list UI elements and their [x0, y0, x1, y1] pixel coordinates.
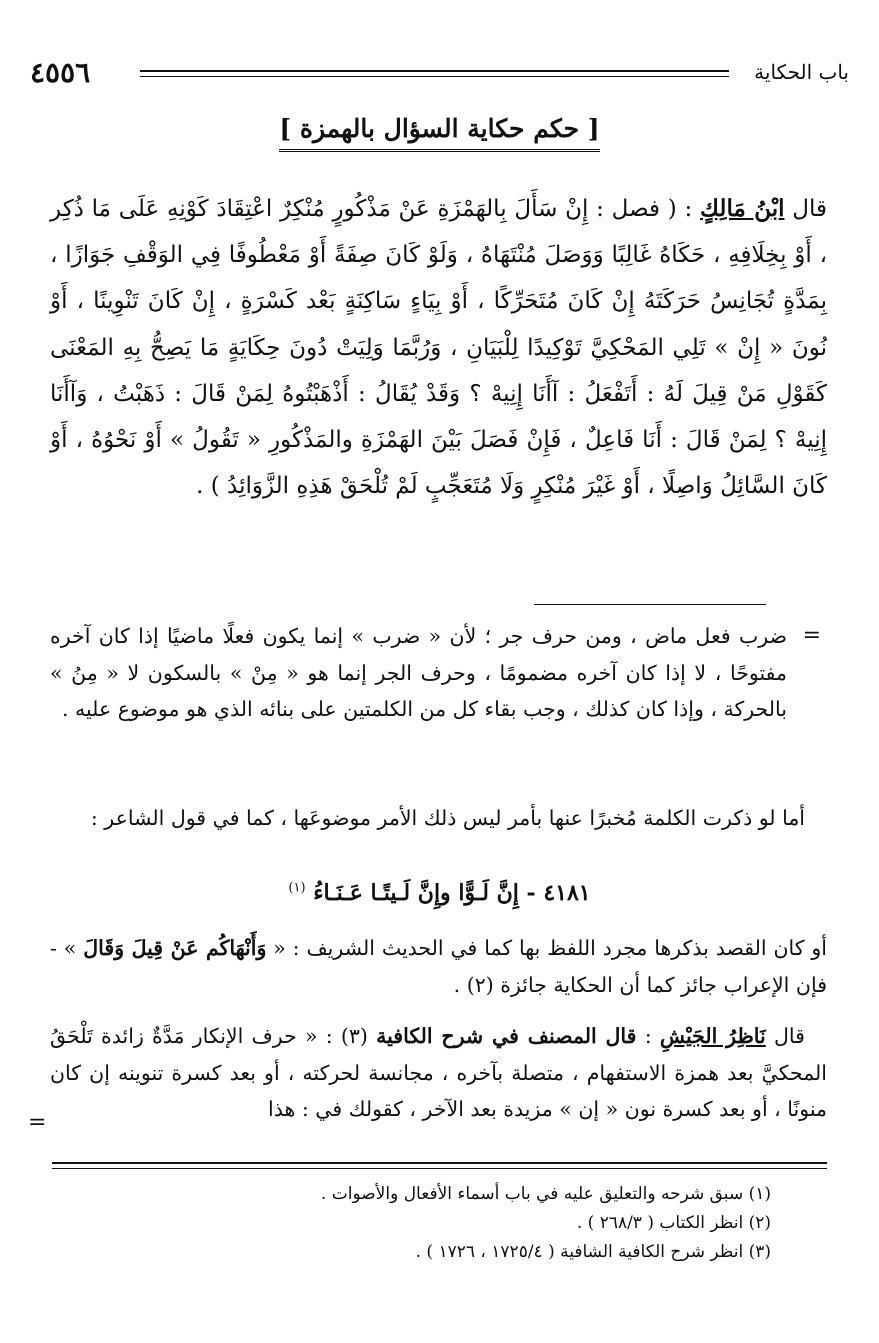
section-title-text: [ حكم حكاية السؤال بالهمزة ]	[279, 114, 599, 152]
footnote-2: (٢) انظر الكتاب ( ٢٦٨/٣ ) .	[576, 1213, 771, 1233]
quote-text: (٣) : « حرف الإنكار مَدَّةٌ زائدة تَلْحَقُ المحكيَّ بعد همزة الاستفهام ، متصلة بآخره ، مجانسة لحركته ، أو بعد كسرة تنوينه إن كان منونًا ، أو بعد كسرة نون « إن » مزيدة بعد الآخر ، كقولك في : هذا	[50, 1024, 827, 1121]
page-number: ٤٥٥٦	[30, 56, 91, 89]
continuation-mark-top: =	[802, 623, 821, 648]
main-speaker: ابْنُ مَالِكٍ	[700, 195, 785, 222]
quote-colon: :	[644, 1024, 652, 1048]
verse-text: ٤١٨١ - إِنَّ لَـوًّا وإِنَّ لَـيتًـا عَـنَـاءُ	[313, 880, 591, 906]
main-paragraph	[50, 186, 827, 509]
commentary-paragraph-3	[50, 930, 827, 1003]
continuation-mark-bottom: =	[28, 1110, 47, 1135]
hadith-conclusion: » - فإن الإعراب جائز كما أن الحكاية جائزة (٢) .	[50, 936, 827, 997]
hadith-quote: وَأَنْهَاكُم عَنْ قِيلَ وَقَالَ	[83, 936, 267, 960]
footnote-1: (١) سبق شرحه والتعليق عليه في باب أسماء الأفعال والأصوات .	[320, 1184, 771, 1204]
separator-rule	[534, 604, 766, 605]
main-text: : ( فصل : إِنْ سَأَلَ بِالهَمْزَةِ عَنْ مَذْكُورٍ مُنْكِرٌ اعْتِقَادَ كَوْنِهِ عَلَى مَا ذُكِر ، أَوْ بِخِلَافِهِ ، حَكَاهُ غَالِبًا وَوَصَلَ مُنْتَهَاهُ ، وَلَوْ كَانَ صِفَةً أَوْ مَعْطُوفًا فِي الوَقْفِ جَوَازًا ، بِمَدَّةٍ تُجَانِسُ حَرَكَتَهُ إِنْ كَانَ مُتَحَرِّكًا ، أَوْ بِيَاءٍ سَاكِنَةٍ بَعْد كَسْرَةٍ ، إِنْ كَانَ تَنْوِينًا ، أَوْ نُونَ « إِنْ » تَلِي المَحْكِيَّ تَوْكِيدًا لِلْبَيَانِ ، وَرُبَّمَا وَلِيَتْ دُونَ حِكَايَةٍ مَا يَصِحُّ بِهِ المَعْنَى كَقَوْلِ مَنْ قِيلَ لَهُ : أَتَفْعَلُ : آأَنَا إِنِيهْ ؟ وَقَدْ يُقَالُ : أَذْهَبْتُوهُ لِمَنْ قَالَ : ذَهَبْتُ ، وَآأَنَا إِنِيهْ ؟ لِمَنْ قَالَ : أَنَا فَاعِلٌ ، فَإِنْ فَصَلَ بَيْنَ الهَمْزَةِ والمَذْكُورِ « تَقُولُ » أَوْ نَحْوُهُ ، أَوْ كَانَ السَّائِلُ وَاصِلًا ، أَوْ غَيْرَ مُنْكِرٍ وَلَا مُتَعَجِّبٍ لَمْ تُلْحَقْ هَذِهِ الزَّوَائِدُ ) .	[50, 196, 827, 500]
footnote-rule-thin	[52, 1168, 827, 1169]
quote-intro: قال	[773, 1024, 805, 1048]
footnote-3: (٣) انظر شرح الكافية الشافية ( ١٧٢٥/٤ ، ١٧٢٦ ) .	[415, 1242, 771, 1262]
commentary-paragraph-2	[50, 800, 827, 837]
running-title: باب الحكاية	[754, 60, 849, 84]
footnote-rule	[52, 1162, 827, 1164]
hadith-intro: أو كان القصد بذكرها مجرد اللفظ بها كما في الحديث الشريف : «	[273, 936, 827, 960]
section-title	[0, 114, 879, 152]
commentary-paragraph-4	[50, 1018, 827, 1128]
header-rule	[140, 70, 729, 72]
main-intro: قال	[792, 196, 828, 222]
poetry-verse	[0, 880, 879, 906]
header-rule-thin	[140, 76, 729, 77]
quote-speaker: نَاظِرُ الجَيْشِ	[659, 1024, 766, 1048]
running-header	[30, 52, 849, 92]
quote-source: قال المصنف في شرح الكافية	[376, 1024, 637, 1048]
commentary-paragraph-1	[50, 618, 787, 728]
commentary-text-1: ضرب فعل ماض ، ومن حرف جر ؛ لأن « ضرب » إنما يكون فعلًا ماضيًا إذا كان آخره مفتوحًا ، لا إذا كان آخره مضمومًا ، وحرف الجر إنما هو « مِنْ » بالسكون لا « مِنُ » بالحركة ، وإذا كان كذلك ، وجب بقاء كل من الكلمتين على بنائه الذي هو موضوع عليه .	[50, 624, 787, 721]
verse-footnote-ref: (١)	[288, 880, 306, 896]
commentary-text-2: أما لو ذكرت الكلمة مُخبرًا عنها بأمر ليس ذلك الأمر موضوعَها ، كما في قول الشاعر :	[90, 806, 805, 830]
footnotes	[50, 1180, 771, 1267]
